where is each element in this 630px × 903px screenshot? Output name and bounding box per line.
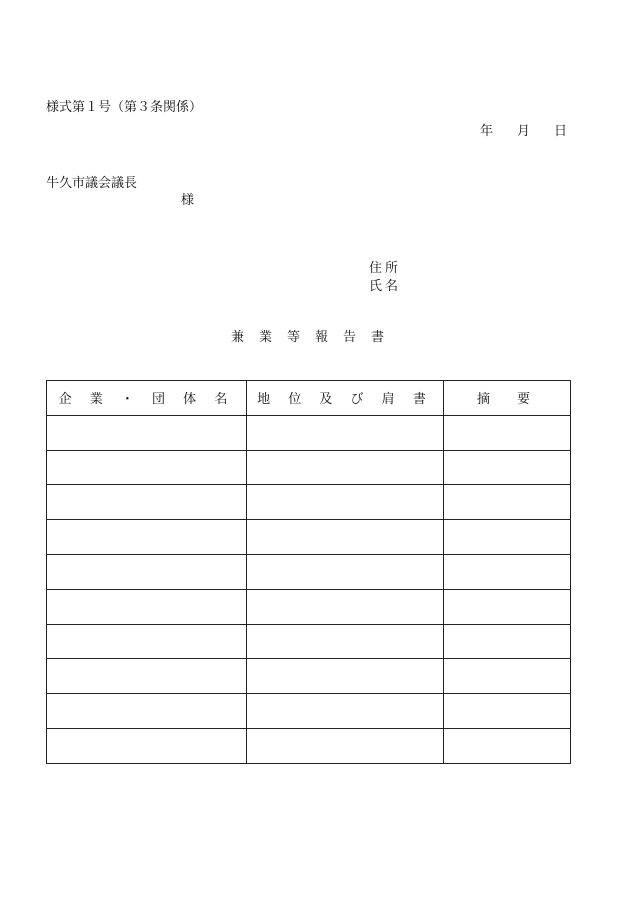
table-row bbox=[47, 520, 571, 555]
date-line bbox=[480, 125, 567, 138]
address-label: 住所 bbox=[369, 261, 402, 276]
table-row bbox=[47, 554, 571, 589]
organization-cell[interactable] bbox=[47, 450, 247, 485]
organization-cell[interactable] bbox=[47, 485, 247, 520]
remarks-cell[interactable] bbox=[444, 450, 571, 485]
table-row bbox=[47, 659, 571, 694]
position-cell[interactable] bbox=[247, 694, 444, 729]
organization-cell[interactable] bbox=[47, 659, 247, 694]
table-row bbox=[47, 694, 571, 729]
organization-cell[interactable] bbox=[47, 589, 247, 624]
organization-cell[interactable] bbox=[47, 694, 247, 729]
remarks-cell[interactable] bbox=[444, 694, 571, 729]
name-label: 氏名 bbox=[369, 279, 402, 294]
organization-cell[interactable] bbox=[47, 520, 247, 555]
table-row bbox=[47, 450, 571, 485]
day-label: 日 bbox=[554, 124, 568, 139]
remarks-cell[interactable] bbox=[444, 624, 571, 659]
position-cell[interactable] bbox=[247, 520, 444, 555]
month-label: 月 bbox=[517, 124, 531, 139]
remarks-cell[interactable] bbox=[444, 589, 571, 624]
table-row bbox=[47, 485, 571, 520]
form-number: 様式第１号（第３条関係） bbox=[46, 100, 203, 115]
position-cell[interactable] bbox=[247, 624, 444, 659]
position-cell[interactable] bbox=[247, 728, 444, 763]
table-row bbox=[47, 589, 571, 624]
position-cell[interactable] bbox=[247, 485, 444, 520]
table-row bbox=[47, 415, 571, 450]
document-title: 兼業等報告書 bbox=[231, 330, 400, 345]
organization-cell[interactable] bbox=[47, 415, 247, 450]
remarks-cell[interactable] bbox=[444, 554, 571, 589]
position-cell[interactable] bbox=[247, 554, 444, 589]
header-remarks: 摘 要 bbox=[444, 381, 571, 416]
remarks-cell[interactable] bbox=[444, 520, 571, 555]
position-cell[interactable] bbox=[247, 589, 444, 624]
organization-cell[interactable] bbox=[47, 554, 247, 589]
position-cell[interactable] bbox=[247, 415, 444, 450]
remarks-cell[interactable] bbox=[444, 728, 571, 763]
header-position-title: 地 位 及 び 肩 書 bbox=[247, 381, 444, 416]
position-cell[interactable] bbox=[247, 659, 444, 694]
year-label: 年 bbox=[480, 124, 494, 139]
honorific: 様 bbox=[181, 193, 195, 208]
remarks-cell[interactable] bbox=[444, 415, 571, 450]
recipient: 牛久市議会議長 bbox=[46, 176, 138, 191]
table-row bbox=[47, 728, 571, 763]
remarks-cell[interactable] bbox=[444, 485, 571, 520]
remarks-cell[interactable] bbox=[444, 659, 571, 694]
organization-cell[interactable] bbox=[47, 624, 247, 659]
organization-cell[interactable] bbox=[47, 728, 247, 763]
table-row bbox=[47, 624, 571, 659]
report-table bbox=[46, 380, 571, 764]
position-cell[interactable] bbox=[247, 450, 444, 485]
header-organization-name: 企 業 ・ 団 体 名 bbox=[47, 381, 247, 416]
table-header-row bbox=[47, 381, 571, 416]
